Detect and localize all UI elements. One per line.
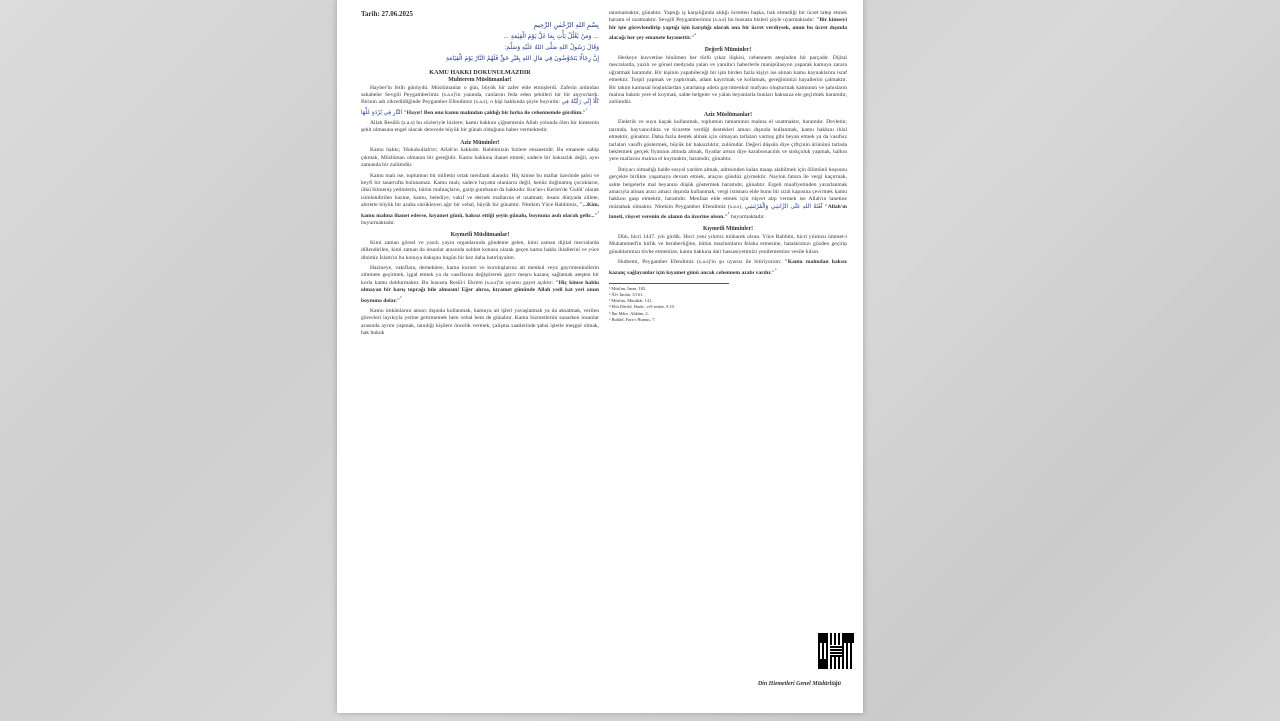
right-column <box>609 10 847 323</box>
heading-kiymetli: Kıymetli Müslümanlar! <box>450 232 510 239</box>
footnote-ref: ² <box>597 210 599 216</box>
paragraph: Allah Resûlü (s.a.s) bu sözleriyle bizlere; kamu hakkını çiğnemenin Allah yolunda ölen bir kimsenin şehit olmasına engel olacak derecede büyük bir günah olduğunu haber vermektedir. <box>361 119 599 134</box>
paragraph: Kamu hakkı; 'Hukukullah'tır; Allah'ın hakkıdır. Rabbimizin bizlere emanetidir. Bu emanete sahip çıkmak, Müslüman olmanın bir gereğidir. Kamu hakkına ihanet etmek; sadece bir haksızlık değil, aynı zamanda bir zulümdür. <box>361 147 599 169</box>
paragraph: İhtiyacı olmadığı halde sosyal yardım almak, adresinden kalan maaşı alabilmek için ölümünü hoşsunu gerçekte birlikte yaşamaya devam etmek, araçını gündüz giymektir. Naylon fatura ile vergi kaçırmak, sahte belgelerle mal beyanını düşük göstermek haramdır, günahtır. Ergeli muafiyetinden yararlanmak amacıyla alınan aracı amacı dışında kullanmak, vergi istisnası elde bunu bir ızral kapısına çevirmek kamu hakkını gasp etmektir, haramdır. Menfaat elde etmek için rüşvet alıp vermek ise Allah'ın lanetine müstahak olmaktır. Nitekim Peygamber Efendimiz (s.a.s), لَعْنَةُ اللهِ عَلَى الرَّاشِي وَالْمُرْتَشِي "Allah'ın laneti, rüşvet verenin de alanın da üzerine olsun."$^{^5}$ buyurmaktadır. <box>609 166 848 221</box>
signature: Din Hizmetleri Genel Müdürlüğü <box>757 681 841 687</box>
heading-aziz-muslumanlar: Aziz Müslümanlar! <box>703 111 753 118</box>
document-date: Tarih: 27.06.2025 <box>361 10 414 18</box>
footnote: ² Âl-i İmrân, 3/161. <box>609 292 644 298</box>
footnote: ⁶ Buhârî, Farz-ı Humus, 7. <box>609 316 656 322</box>
paragraph: Kamu malı ise, toplumun bir milletin ortak menfaati alanıdır. Hiç kimse bu mallar üzerinde şahsi ve keyfi bir tasarrufta bulunamaz. Kamu malı; sadece hayatta olanların değil, henüz doğmamış çocukların, ülkü bilmeniş yetimlerin, bütün muhtaçların, garip gurebanın da hakkıdır. Kur'an-ı Kerim'de 'Gulûl' olarak isimlendirilen hazine, kamu, belediye, vakıf ve dernek mallarına el uzatmak; insanı dünyada zillete, ahirette büyük bir azaba sürükleyen ağır bir vebal, büyük bir günahtır. Nitekim Yüce Rabbimiz, "...Kim, kamu malına ihanet ederse, kıyamet günü, haksız ettiği şeyin günahı, boynuna asılı olarak gelir..."$^{^2}$ buyurmaktadır. <box>361 172 599 226</box>
heading-muhterem: Muhterem Müslümanlar! <box>448 77 512 83</box>
paragraph: Kamu imkânlarını amacı dışında kullanmak, kamuya ait işleri yavaşlatmak ya da aksatmak, verilen görevleri layıkıyla yerine getirmemek hem vebal hem de günahtır. Kamu hizmetlerini sunarken insanlar arasında ayrım yapmak, tanıdığı kişilere öncelik vermek, çalışma saatlerinde şahsi işlerle meşgul olmak, hak hukuk <box>361 307 599 337</box>
verse-1: ... وَمَنْ يَغْلُلْ يَأْتِ بِمَا غَلَّ يَوْمَ الْقِيٰمَةِ ... <box>503 33 599 40</box>
footnote: ³ Müslim, Müsâkât, 141. <box>609 298 653 304</box>
footnote-ref: ⁴ <box>694 33 696 39</box>
heading-aziz: Aziz Müminler! <box>460 139 500 146</box>
heading-degerli: Değerli Müminler! <box>704 47 752 54</box>
arabic-quote: كَلَّا إِنِّي رَأَيْتُهُ فِي النَّارِ فِي بُرْدَةٍ غَلَّهَا <box>361 99 599 116</box>
arabic-quote: لَعْنَةُ اللهِ عَلَى الرَّاشِي وَالْمُرْتَشِي <box>744 203 823 210</box>
verse-3: إِنَّ رِجَالًا يَتَخَوَّضُونَ فِي مَالِ اللهِ بِغَيْرِ حَقٍّ فَلَهُمُ النَّارُ يَوْمَ الْقِيَامَةِ <box>445 55 599 62</box>
footnote-ref: ⁵ <box>727 212 730 218</box>
footnote: ¹ Müslim, İman, 182. <box>609 285 647 291</box>
verse-2: وَقَالَ رَسُولُ اللهِ صَلَّى اللهُ عَلَيْهِ وَسَلَّمَ: <box>504 44 599 51</box>
footnote-ref: ⁶ <box>774 267 777 273</box>
footnotes <box>609 283 729 323</box>
basmala: بِسْمِ اللهِ الرَّحْمٰنِ الرَّحِيمِ <box>533 21 599 29</box>
document-title: KAMU HAKKI DOKUNULMAZDIR <box>429 69 531 76</box>
footnote-ref: ³ <box>399 295 402 301</box>
paragraph: Hutbemi, Peygamber Efendimiz (s.a.s)'in şu uyarısı ile bitiriyorum: "Kamu malından haksız kazanç sağlayanlar için kıyamet günü ancak cehennem azabı vardır."$^{^6}$ <box>609 259 848 276</box>
qr-code-icon[interactable] <box>817 632 855 670</box>
paragraph: Elektrik ve suyu kaçak kullanmak, toplumun tamamının malına el uzatmaktır, haramdır. Devletin; tarımda, hayvancılıkta ve ticarette verdiği destekleri amacı dışında kullanmak, kamu hakkını ihlal etmektir, günahtır. Daha fazla destek almak için olmayan tarlaları varmış gibi beyan etmek ya da vasıfsız tarlaları vasıflı göstermek, büyük bir haksızlıktır, zulümdür. Değeri düşsün diye çiftçinin ürününü tarlada bekletmek gerçek fiyatının altında almak, fiyatlar artsın diye karaborsacılık ve stokçuluk yapmak, halkın yere mallarını malına el koymaktır, haramdır, günahtır. <box>609 119 847 163</box>
paragraph: Herkeye kuvvetine binilmen her türlü çıkar ilişkisi, cehennem ateşinden bir parçadır. Dijital mecralarda, yazılı ve görsel medyada yalan ve yanıltıcı haberlerle manipülasyon yaparak kamuya zarara uğratmak haramdır. Bir kişinin yapabileceği bir işin birden fazla kişiyi ise alınan kamu kaynaklarını israf etmektir. Torpil yapmak ve yaptırmak, adam kayırmak ve kollamak, gereğinimizi hayallerini çalmaktır. Bir takım kamusal hoşluklardan yararlanıp adeta gayrimenkul mafyası oluşturmak kamunun ve şahısların malına bakım yere el koymak, sahte belgeler ve yalan beyanlarla bunları hakssıza ele geçirmek haramdır, zulümdür. <box>609 54 847 106</box>
footnote: ⁴ Ebû Dâvûd, Harâc, ve'l-imâre, 9,10. <box>609 304 675 310</box>
paragraph: tanımamaktır, günahtır. Yaptığı iş karşılığında aldığı ücretten başka, hak etmediği bir ücret talep etmek haramı el uzatmaktır. Sevgili Peygamberimiz (s.a.s) bu hususta bizleri şöyle uyarmaktadır: "Bir kimseyi bir işte görevlendirip yaptığı işin karşılığı olarak ona bir ücret verdiysek, onun bu ücret dışında alacağı her şey emanete hıyanettir."$^{^4}$ <box>609 10 848 42</box>
paragraph: Dün, hicri 1447. yılı girdik. Hicri yeni yılımız mübarek olsun. Yüce Rabbim, hicri yılımızı ümmet-i Muhammed'in birlik ve beraberliğine, bütün mazlumların felaha ermesine, hatalarımızı gözden geçirip günahlarımızı tövbe etmemize, kamu hakkına dair hassasiyetimizi yenilememize vesile kılsın. <box>609 233 847 255</box>
paragraph: Hayber'in fetih günüydü. Müslümanlar o gün, büyük bir zafer elde etmişlerdi. Zaferin ardından sahabeler Sevgili Peygamberimiz (s.a.s)'in yanında, canlarını feda eden şehitleri bir bir anıyorlardı. Birinin adı zikredildiğinde Peygamber Efendimiz (s.a.s), o kişi hakkında şöyle buyurdu: كَلَّا إِنِّي رَأَيْتُهُ فِي النَّارِ فِي بُرْدَةٍ غَلَّهَا "Hayır! Ben onu kamu malından çaldığı bir hırka ile cehennemde gördüm."$^{^1}$ <box>361 84 599 116</box>
heading-kiymetli-muminler: Kıymetli Müminler! <box>702 226 754 233</box>
left-column <box>361 10 599 340</box>
document-page <box>337 0 863 713</box>
footnote: ⁵ İbn Mâce, Ahkâm, 2. <box>609 310 649 316</box>
paragraph: Kimi zaman görsel ve yazılı yayın organlarında gündeme gelen, kimi zaman dijital mecralarda dillendirilen, kimi zaman da insanlar arasında sohbet konusu olarak geçen kamu hakkı ihlallerini ve yüce dinimiz İslam'ın bu konuya bakışını bugün bir kez daha hatırlayalım. <box>361 239 599 261</box>
footnote-ref: ¹ <box>585 107 588 113</box>
paragraph: Hazineye, vakıflara, derneklere, kamu kurum ve kuruluşlarına ait menkul veya gayrimenkullerin zimmete geçirmek, işgal etmek ya da vasıflarını değiştirerek gayrı meşru kazanç sağlamak ateşten bir korla kamu doldurmaktır. Bu hususta Resûl-i Ekrem (s.a.s)'in uyarısı gayet açıktır: "Hiç kimse hakkı olmayan bir karış toprağı bile almasın! Eğer alırsa, kıyamet gününde Allah yedi kat yeri onun boynuna dolar."$^{^3}$ <box>361 264 599 304</box>
